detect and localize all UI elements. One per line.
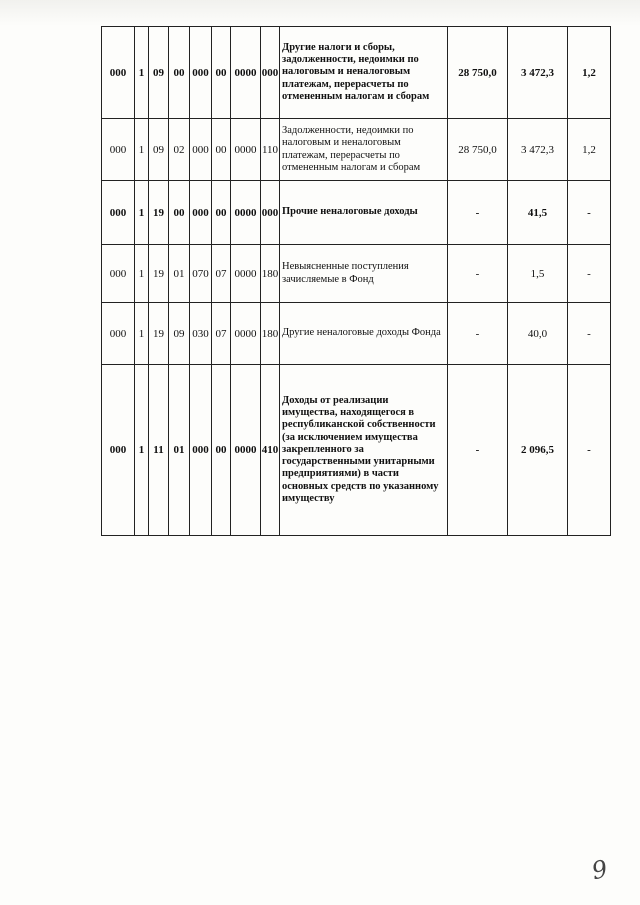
fact-cell: 40,0 — [508, 303, 568, 365]
code-cell: 0000 — [231, 303, 261, 365]
code-cell: 000 — [190, 27, 212, 119]
name-cell: Другие неналоговые доходы Фонда — [280, 303, 448, 365]
code-cell: 1 — [135, 27, 149, 119]
code-cell: 110 — [261, 119, 280, 181]
code-cell: 000 — [102, 27, 135, 119]
fact-cell: 1,5 — [508, 245, 568, 303]
code-cell: 000 — [102, 119, 135, 181]
code-cell: 030 — [190, 303, 212, 365]
name-cell: Другие налоги и сборы, задолженности, недоимки по налоговым и неналоговым платежам, перерасчеты по отмененным налогам и сборам — [280, 27, 448, 119]
code-cell: 11 — [149, 365, 169, 536]
name-cell: Прочие неналоговые доходы — [280, 181, 448, 245]
plan-cell: - — [448, 245, 508, 303]
code-cell: 1 — [135, 181, 149, 245]
code-cell: 180 — [261, 245, 280, 303]
plan-cell: - — [448, 303, 508, 365]
name-cell: Задолженности, недоимки по налоговым и неналоговым платежам, перерасчеты по отмененным налогам и сборам — [280, 119, 448, 181]
code-cell: 00 — [212, 365, 231, 536]
plan-cell: 28 750,0 — [448, 27, 508, 119]
code-cell: 09 — [149, 27, 169, 119]
code-cell: 0000 — [231, 119, 261, 181]
fact-cell: 41,5 — [508, 181, 568, 245]
table-row — [102, 27, 611, 119]
percent-cell: - — [568, 303, 611, 365]
code-cell: 00 — [212, 181, 231, 245]
plan-cell: 28 750,0 — [448, 119, 508, 181]
plan-cell: - — [448, 181, 508, 245]
code-cell: 0000 — [231, 245, 261, 303]
code-cell: 00 — [212, 27, 231, 119]
table-row — [102, 181, 611, 245]
name-cell: Невыясненные поступления зачисляемые в Фонд — [280, 245, 448, 303]
code-cell: 01 — [169, 365, 190, 536]
code-cell: 070 — [190, 245, 212, 303]
percent-cell: - — [568, 365, 611, 536]
code-cell: 000 — [190, 365, 212, 536]
code-cell: 01 — [169, 245, 190, 303]
table-row — [102, 303, 611, 365]
fact-cell: 2 096,5 — [508, 365, 568, 536]
percent-cell: 1,2 — [568, 27, 611, 119]
code-cell: 1 — [135, 245, 149, 303]
code-cell: 1 — [135, 119, 149, 181]
code-cell: 00 — [212, 119, 231, 181]
budget-table — [101, 26, 611, 536]
name-cell: Доходы от реализации имущества, находящегося в республиканской собственности (за исключением имущества закрепленного за государственными унитарными предприятиями) в части основных средств по указанному имуществу — [280, 365, 448, 536]
table-row — [102, 119, 611, 181]
fact-cell: 3 472,3 — [508, 119, 568, 181]
code-cell: 410 — [261, 365, 280, 536]
code-cell: 19 — [149, 181, 169, 245]
code-cell: 0000 — [231, 365, 261, 536]
table-row — [102, 365, 611, 536]
percent-cell: - — [568, 245, 611, 303]
table-row — [102, 245, 611, 303]
code-cell: 1 — [135, 365, 149, 536]
table-body — [102, 27, 611, 536]
code-cell: 000 — [261, 27, 280, 119]
plan-cell: - — [448, 365, 508, 536]
code-cell: 000 — [190, 181, 212, 245]
code-cell: 180 — [261, 303, 280, 365]
code-cell: 07 — [212, 245, 231, 303]
code-cell: 0000 — [231, 27, 261, 119]
code-cell: 000 — [102, 245, 135, 303]
code-cell: 000 — [190, 119, 212, 181]
code-cell: 19 — [149, 245, 169, 303]
fact-cell: 3 472,3 — [508, 27, 568, 119]
code-cell: 0000 — [231, 181, 261, 245]
code-cell: 000 — [102, 365, 135, 536]
code-cell: 000 — [102, 303, 135, 365]
code-cell: 07 — [212, 303, 231, 365]
code-cell: 09 — [169, 303, 190, 365]
percent-cell: - — [568, 181, 611, 245]
code-cell: 1 — [135, 303, 149, 365]
code-cell: 00 — [169, 181, 190, 245]
code-cell: 000 — [102, 181, 135, 245]
code-cell: 000 — [261, 181, 280, 245]
handwritten-page-number: 9 — [589, 854, 611, 886]
percent-cell: 1,2 — [568, 119, 611, 181]
code-cell: 00 — [169, 27, 190, 119]
code-cell: 19 — [149, 303, 169, 365]
code-cell: 09 — [149, 119, 169, 181]
code-cell: 02 — [169, 119, 190, 181]
scan-top-edge — [0, 0, 640, 26]
